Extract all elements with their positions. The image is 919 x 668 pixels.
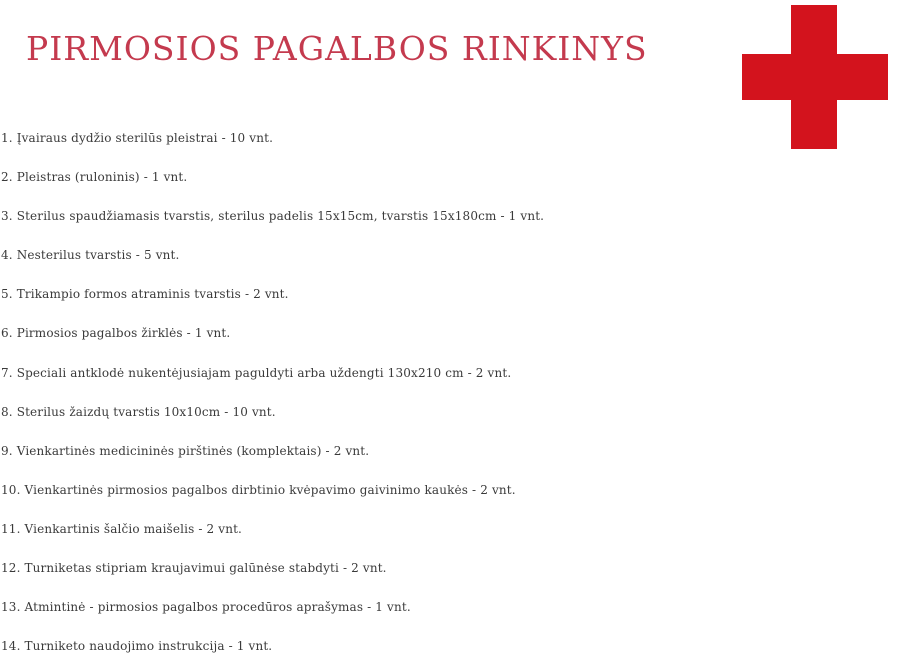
list-item: 5. Trikampio formos atraminis tvarstis - 2 vnt. [1,287,289,302]
list-item: 10. Vienkartinės pirmosios pagalbos dirbtinio kvėpavimo gaivinimo kaukės - 2 vnt. [1,482,516,497]
list-item: 1. Įvairaus dydžio sterilūs pleistrai - 10 vnt. [1,131,274,145]
red-cross-horizontal-bar [742,54,888,100]
list-item: 12. Turniketas stipriam kraujavimui galūnėse stabdyti - 2 vnt. [1,561,387,576]
list-item: 11. Vienkartinis šalčio maišelis - 2 vnt. [1,521,243,536]
list-item: 9. Vienkartinės medicininės pirštinės (komplektais) - 2 vnt. [1,443,370,458]
list-item: 7. Speciali antklodė nukentėjusiajam paguldyti arba uždengti 130x210 cm - 2 vnt. [1,365,512,380]
list-item: 4. Nesterilus tvarstis - 5 vnt. [1,248,180,263]
list-item: 2. Pleistras (ruloninis) - 1 vnt. [1,170,188,185]
list-item: 8. Sterilus žaizdų tvarstis 10x10cm - 10 vnt. [1,404,276,419]
kit-contents-list [1,121,919,668]
list-item: 3. Sterilus spaudžiamasis tvarstis, sterilus padelis 15x15cm, tvarstis 15x180cm - 1 vnt. [1,209,545,224]
list-item: 6. Pirmosios pagalbos žirklės - 1 vnt. [1,326,231,341]
list-item: 14. Turniketo naudojimo instrukcija - 1 vnt. [1,639,273,654]
page-title: PIRMOSIOS PAGALBOS RINKINYS [26,29,648,68]
list-item: 13. Atmintinė - pirmosios pagalbos procedūros aprašymas - 1 vnt. [1,600,411,615]
